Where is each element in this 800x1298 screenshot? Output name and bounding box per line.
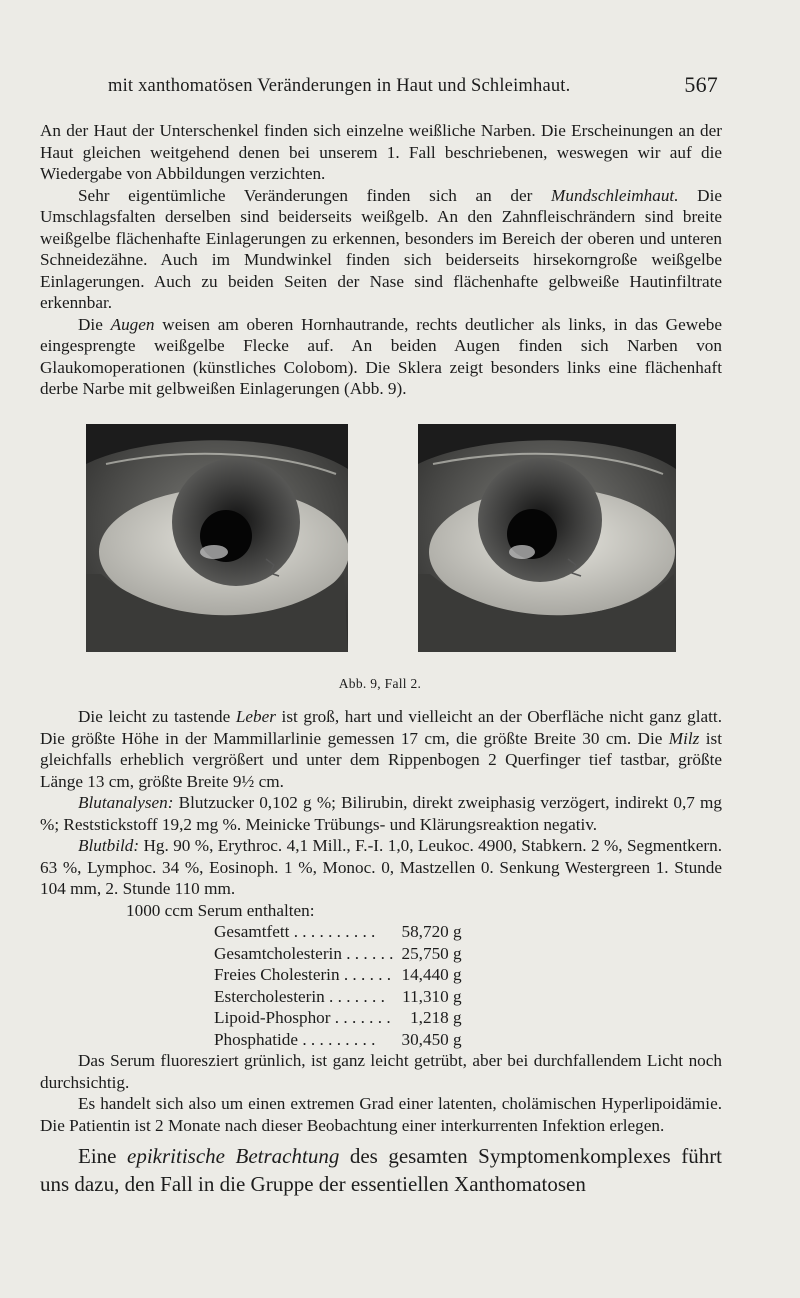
text-run: Die Umschlagsfalten derselben sind beiderseits weißgelb. An den Zahnfleischrändern sind breite weißgelbe flächenhafte Einlagerungen zu erkennen, besonders im Bereich der oberen und unteren Schneidezähne. Auch im Mundwinkel finden sich beiderseits hirsekorngroße weißgelbe Einlagerungen. Auch zu beiden Seiten der Nase sind flächenhafte gelbweiße Hautinfiltrate erkennbar.	[40, 185, 722, 312]
text-run: Hg. 90 %, Erythroc. 4,1 Mill., F.-I. 1,0, Leukoc. 4900, Stabkern. 2 %, Segmentkern. 63 %, Lymphoc. 34 %, Eosinoph. 1 %, Monoc. 0, Mastzellen 0. Senkung Westergreen 1. Stunde 104 mm, 2. Stunde 110 mm.	[40, 836, 722, 898]
emphasis-blutbild: Blutbild:	[78, 836, 140, 855]
running-title: mit xanthomatösen Veränderungen in Haut und Schleimhaut.	[108, 76, 571, 96]
eye-photo-right	[418, 424, 676, 652]
serum-row	[214, 943, 462, 965]
serum-row	[214, 1029, 462, 1051]
serum-label: Gesamtcholesterin . . . . . .	[214, 943, 394, 963]
serum-label: Gesamtfett . . . . . . . . . .	[214, 922, 376, 941]
serum-value: 25,750 g	[401, 943, 462, 963]
emphasis-leber: Leber	[235, 707, 276, 726]
paragraph-serum-fluorescence: Das Serum fluoresziert grünlich, ist ganz leicht getrübt, aber bei durchfallendem Licht noch durchsichtig.	[40, 1051, 722, 1092]
emphasis-mundschleimhaut: Mundschleimhaut.	[551, 185, 679, 205]
serum-value: 58,720 g	[401, 922, 462, 941]
serum-value: 11,310 g	[402, 986, 462, 1006]
paragraph-epicrisis	[40, 1142, 722, 1198]
text-block-top	[40, 120, 722, 400]
serum-value: 30,450 g	[401, 1029, 462, 1049]
text-run: Sehr eigentümliche Veränderungen finden sich an der	[78, 185, 552, 205]
section-epicrisis	[40, 1142, 722, 1198]
serum-label: Lipoid-Phosphor . . . . . . .	[214, 1008, 391, 1027]
paragraph-blood-analysis	[40, 792, 722, 835]
serum-table	[214, 921, 462, 1050]
text-run: des gesamten Symptomenkomplexes führt uns dazu, den Fall in die Gruppe der essentiellen Xanthomatosen	[40, 1144, 723, 1196]
text-block-bottom	[40, 706, 722, 1198]
text-run: Blutzucker 0,102 g %; Bilirubin, direkt zweiphasig verzögert, indirekt 0,7 mg %; Reststickstoff 19,2 mg %. Meinicke Trübungs- und Klärungsreaktion negativ.	[40, 793, 722, 834]
paragraph-conclusion: Es handelt sich also um einen extremen Grad einer latenten, cholämischen Hyperlipoidämie. Die Patientin ist 2 Monate nach dieser Beobachtung einer interkurrenten Infektion erlegen.	[40, 1094, 722, 1135]
serum-row	[214, 986, 462, 1008]
serum-row	[214, 921, 462, 943]
text-run: Die	[78, 314, 111, 334]
figure-caption: Abb. 9, Fall 2.	[338, 676, 422, 691]
eye-photo-left	[86, 424, 348, 652]
emphasis-epikritische-betrachtung: epikritische Betrachtung	[127, 1144, 340, 1168]
paragraph-mucosa	[40, 185, 722, 314]
text-run: weisen am oberen Hornhautrande, rechts deutlicher als links, in das Gewebe eingesprengte weißgelbe Flecke auf. An beiden Augen finden sich Narben von Glaukomoperationen (künstliches Colobom). Die Sklera zeigt besonders links eine flächenhaft derbe Narbe mit gelbweißen Einlagerungen (Abb. 9).	[40, 314, 722, 398]
emphasis-milz: Milz	[668, 728, 700, 748]
serum-label: Freies Cholesterin . . . . . .	[214, 965, 392, 984]
emphasis-augen: Augen	[110, 314, 155, 334]
serum-label: Phosphatide . . . . . . . . .	[214, 1029, 376, 1049]
serum-row	[214, 964, 462, 986]
serum-value: 1,218 g	[410, 1008, 462, 1027]
paragraph-eyes	[40, 314, 722, 400]
eye-photo-left-image	[86, 424, 348, 652]
paragraph-blood-count	[40, 835, 722, 900]
paragraph-skin: An der Haut der Unterschenkel finden sich einzelne weißliche Narben. Die Erscheinungen an der Haut gleichen weitgehend denen bei unserem 1. Fall beschriebenen, weswegen wir auf die Wiedergabe von Abbildungen verzichten.	[40, 121, 722, 183]
text-run: ist gleichfalls erheblich vergrößert und unter dem Rippenbogen 2 Querfinger tief tastbar, größte Länge 13 cm, größte Breite 9½ cm.	[40, 728, 722, 791]
paragraph-liver-spleen	[40, 706, 722, 792]
emphasis-blutanalysen: Blutanalysen:	[78, 793, 174, 812]
serum-value: 14,440 g	[401, 965, 462, 984]
serum-table-body	[214, 921, 462, 1050]
page-number: 567	[684, 72, 718, 97]
text-run: Die leicht zu tastende	[78, 707, 236, 726]
text-run: Eine	[78, 1144, 128, 1168]
serum-row	[214, 1007, 462, 1029]
serum-label: Estercholesterin . . . . . . .	[214, 986, 385, 1006]
text-run: ist groß, hart und vielleicht an der Oberfläche nicht ganz glatt. Die größte Höhe in der Mammillarlinie gemessen 17 cm, die größte Breite 30 cm. Die	[40, 707, 723, 748]
serum-intro: 1000 ccm Serum enthalten:	[126, 900, 315, 920]
figure-abb-9	[0, 424, 800, 654]
eye-photo-right-image	[418, 424, 676, 652]
